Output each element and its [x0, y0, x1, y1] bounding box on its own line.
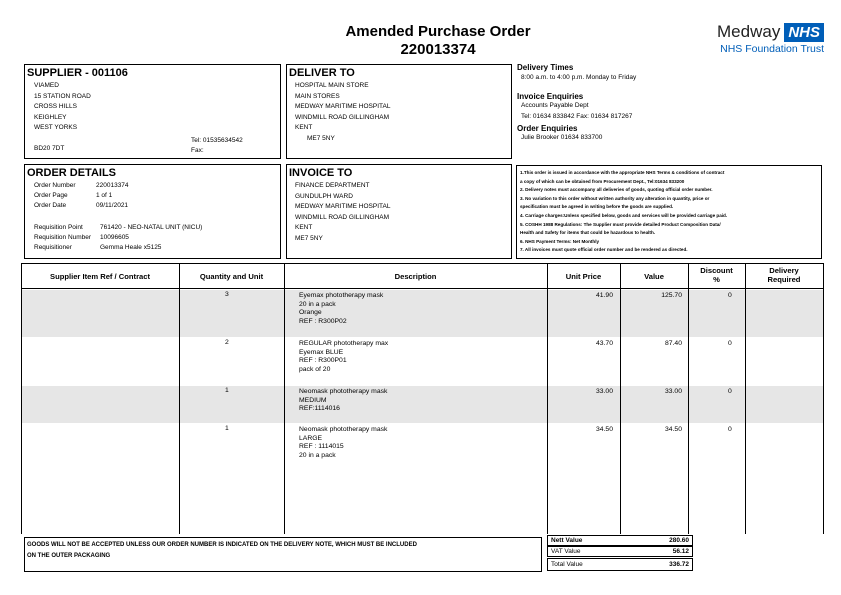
row-description — [299, 388, 387, 414]
notice-line: ON THE OUTER PACKAGING — [27, 552, 111, 559]
row-unit-price: 43.70 — [595, 340, 613, 347]
row-description — [299, 292, 383, 326]
terms-line: Health and Safety for items that could be hazardous to health. — [520, 230, 656, 236]
invoice-to-box — [286, 164, 512, 259]
description-line: REGULAR phototherapy max — [299, 340, 389, 347]
order-info — [34, 182, 129, 212]
header-discount — [688, 266, 745, 284]
row-quantity: 1 — [225, 387, 229, 394]
total-label: Nett Value — [551, 537, 583, 544]
order-number-title: 220013374 — [400, 41, 476, 58]
invoice-enquiries-phone: Tel: 01634 833842 Fax: 01634 817267 — [521, 113, 633, 121]
invoice-enquiries-heading: Invoice Enquiries — [517, 92, 584, 102]
row-quantity: 3 — [225, 291, 229, 298]
delivery-times-text: 8:00 a.m. to 4:00 p.m. Monday to Friday — [521, 74, 637, 81]
order-page-label: Order Page — [34, 192, 68, 199]
terms-box — [516, 165, 822, 259]
table-header-bottom-rule — [21, 288, 823, 289]
supplier-line: CROSS HILLS — [34, 103, 77, 111]
deliver-line: KENT — [295, 124, 313, 132]
invoice-enquiries-dept: Accounts Payable Dept — [521, 102, 589, 110]
supplier-postcode: BD20 7DT — [34, 145, 65, 152]
header-discount-label: Discount — [700, 266, 733, 275]
requisition-number-label: Requisition Number — [34, 234, 92, 241]
header-delivery-label: Delivery — [769, 266, 799, 275]
row-value: 87.40 — [664, 340, 682, 347]
invoice-to-address — [295, 182, 390, 246]
column-rule — [284, 263, 285, 534]
row-value: 34.50 — [664, 426, 682, 433]
description-line: REF : R300P02 — [299, 317, 347, 325]
supplier-line: 15 STATION ROAD — [34, 92, 91, 100]
document-title — [290, 23, 586, 59]
column-rule — [21, 263, 22, 534]
description-line: LARGE — [299, 434, 323, 442]
description-line: 20 in a pack — [299, 300, 336, 308]
row-description — [299, 426, 387, 460]
header-discount-unit: % — [713, 275, 720, 284]
order-details-heading: ORDER DETAILS — [27, 167, 117, 179]
row-quantity: 2 — [225, 339, 229, 346]
deliver-to-heading: DELIVER TO — [289, 67, 355, 79]
deliver-to-address — [295, 82, 390, 146]
requisition-info — [34, 224, 202, 254]
terms-line: 2. Delivery notes must accompany all deliveries of goods, quoting official order number. — [520, 187, 713, 193]
total-value: 280.60 — [669, 537, 689, 544]
description-line: Neomask phototherapy mask — [299, 388, 388, 395]
total-row-nett — [547, 535, 693, 546]
logo-org-name: Medway — [717, 22, 781, 41]
supplier-heading: SUPPLIER - 001106 — [27, 67, 128, 79]
supplier-fax: Fax: — [191, 147, 204, 154]
header-value: Value — [644, 272, 664, 281]
terms-line: 7. All invoices must quote official order number and be rendered as directed. — [520, 247, 688, 253]
supplier-line: WEST YORKS — [34, 124, 78, 132]
total-label: VAT Value — [551, 548, 581, 555]
row-description — [299, 340, 388, 374]
description-line: Eyemax BLUE — [299, 348, 344, 356]
terms-line: 6. NHS Payment Terms: Net Monthly — [520, 238, 600, 244]
order-date-label: Order Date — [34, 202, 67, 209]
row-discount: 0 — [728, 426, 732, 433]
description-line: 20 in a pack — [299, 451, 336, 459]
delivery-times-heading: Delivery Times — [517, 63, 574, 72]
invoice-line: GUNDULPH WARD — [295, 192, 353, 200]
requisition-point-value: 761420 - NEO-NATAL UNIT (NICU) — [100, 224, 203, 231]
supplier-line: VIAMED — [34, 82, 59, 89]
invoice-line: WINDMILL ROAD GILLINGHAM — [295, 213, 390, 221]
description-line: pack of 20 — [299, 365, 331, 373]
column-rule — [179, 263, 180, 534]
description-line: MEDIUM — [299, 396, 327, 404]
total-value: 56.12 — [672, 548, 689, 555]
row-band — [21, 290, 823, 337]
description-line: Neomask phototherapy mask — [299, 426, 388, 433]
total-row-total — [547, 558, 693, 571]
total-value: 336.72 — [669, 561, 689, 568]
order-page-value: 1 of 1 — [96, 192, 113, 199]
header-description: Description — [394, 272, 437, 281]
deliver-line: ME7 5NY — [307, 134, 335, 142]
requisition-point-label: Requisition Point — [34, 224, 83, 231]
supplier-line: KEIGHLEY — [34, 113, 67, 121]
terms-line: 3. No variation to this order without written authority any alteration in quantity, price or — [520, 195, 710, 201]
row-discount: 0 — [728, 388, 732, 395]
supplier-box — [24, 64, 281, 159]
header-unit-price: Unit Price — [565, 272, 602, 281]
header-supplier-ref: Supplier Item Ref / Contract — [50, 272, 150, 281]
supplier-tel: Tel: 01535634542 — [191, 137, 243, 144]
row-value: 125.70 — [661, 292, 682, 299]
column-rule — [547, 263, 548, 534]
column-rule — [823, 263, 824, 534]
nhs-badge: NHS — [784, 23, 824, 42]
nhs-logo — [640, 22, 824, 55]
header-required-label: Required — [767, 275, 801, 284]
supplier-address — [34, 82, 91, 135]
delivery-notice — [27, 540, 417, 561]
terms-line: specification must be agreed in writing before the goods are supplied. — [520, 204, 674, 210]
description-line: Eyemax phototherapy mask — [299, 292, 384, 299]
row-unit-price: 33.00 — [595, 388, 613, 395]
column-rule — [620, 263, 621, 534]
deliver-line: HOSPITAL MAIN STORE — [295, 82, 369, 89]
delivery-notice-box — [24, 537, 542, 572]
row-unit-price: 34.50 — [595, 426, 613, 433]
description-line: Orange — [299, 309, 322, 317]
deliver-line: WINDMILL ROAD GILLINGHAM — [295, 113, 390, 121]
requisition-number-value: 10096605 — [100, 234, 129, 241]
terms-line: 1.This order is issued in accordance with the appropriate NHS Terms & conditions of contract — [520, 170, 725, 175]
row-discount: 0 — [728, 292, 732, 299]
terms-list — [520, 169, 727, 255]
row-value: 33.00 — [664, 388, 682, 395]
header-delivery-required — [745, 266, 823, 284]
logo-trust-name: NHS Foundation Trust — [720, 43, 824, 55]
column-rule — [688, 263, 689, 534]
total-row-vat — [547, 546, 693, 557]
invoice-line: ME7 5NY — [295, 234, 323, 242]
row-band — [21, 386, 823, 423]
order-number-label: Order Number — [34, 182, 76, 189]
deliver-line: MEDWAY MARITIME HOSPITAL — [295, 103, 391, 111]
notice-line: GOODS WILL NOT BE ACCEPTED UNLESS OUR ORDER NUMBER IS INDICATED ON THE DELIVERY NOTE, WHICH MUST BE INCLUDED — [27, 542, 417, 548]
invoice-line: MEDWAY MARITIME HOSPITAL — [295, 203, 391, 211]
header-quantity: Quantity and Unit — [199, 272, 264, 281]
invoice-line: KENT — [295, 224, 313, 232]
contact-info — [517, 63, 817, 142]
invoice-to-heading: INVOICE TO — [289, 167, 353, 179]
order-enquiries-heading: Order Enquiries — [517, 123, 578, 133]
row-unit-price: 41.90 — [595, 292, 613, 299]
total-label: Total Value — [551, 561, 583, 568]
order-details-box — [24, 164, 281, 259]
order-enquiries-contact: Julie Brooker 01634 833700 — [521, 133, 603, 141]
row-quantity: 1 — [225, 425, 229, 432]
deliver-to-box — [286, 64, 512, 159]
requisitioner-value: Gemma Heale x5125 — [100, 244, 162, 251]
terms-line: 4. Carriage charges:Unless specified below, goods and services will be provided carriage paid. — [520, 212, 728, 218]
title-line-1: Amended Purchase Order — [345, 23, 531, 40]
deliver-line: MAIN STORES — [295, 92, 340, 100]
requisitioner-label: Requisitioner — [34, 244, 72, 251]
order-number-value: 220013374 — [96, 182, 129, 189]
description-line: REF:1114016 — [299, 405, 340, 413]
column-rule — [745, 263, 746, 534]
description-line: REF : R300P01 — [299, 357, 347, 365]
invoice-line: FINANCE DEPARTMENT — [295, 182, 370, 189]
row-discount: 0 — [728, 340, 732, 347]
terms-line: 5. COSHH 1988 Regulations: The Supplier must provide detailed Product Composition Data/ — [520, 221, 721, 227]
table-header-top-rule — [21, 263, 823, 264]
description-line: REF : 1114015 — [299, 443, 344, 451]
terms-line: a copy of which can be obtained from Procurement Dept., Tel:01634 833200 — [520, 178, 685, 184]
order-date-value: 09/11/2021 — [96, 202, 129, 209]
